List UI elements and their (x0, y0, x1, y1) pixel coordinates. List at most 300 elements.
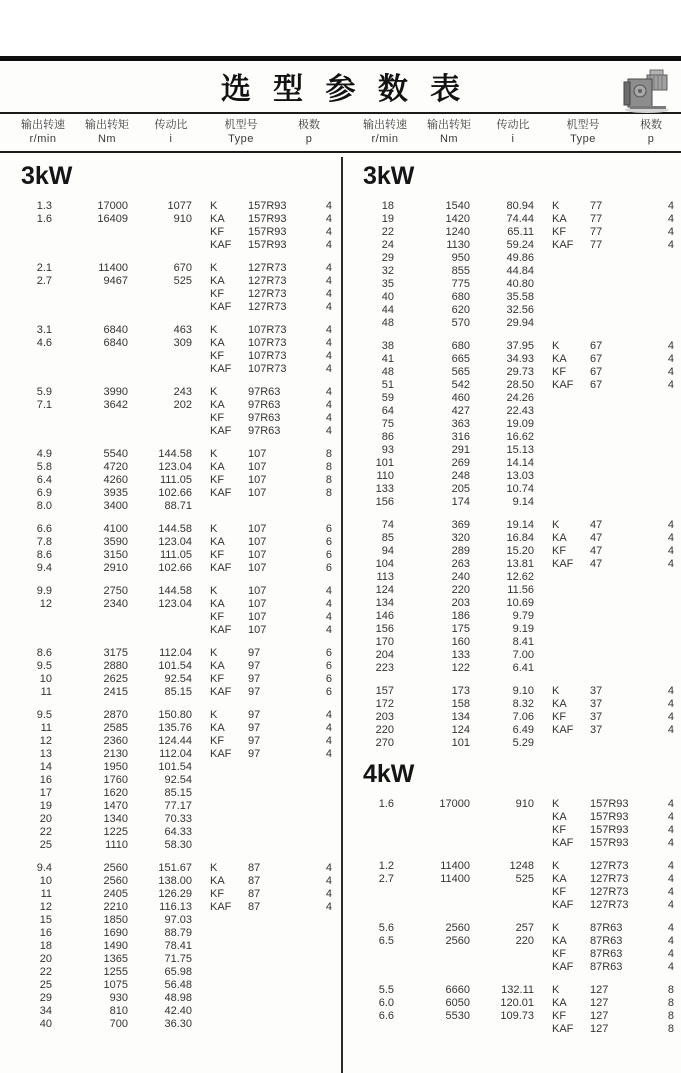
header-label: 输出转速 (21, 119, 65, 131)
row-group (342, 200, 680, 330)
cell-ratio (470, 948, 534, 961)
cell-type-prefix (210, 953, 248, 966)
cell-output-torque: 269 (451, 457, 470, 469)
cell-type-model (248, 826, 306, 839)
cell-ratio: 92.54 (164, 774, 192, 786)
cell-type-model (590, 610, 648, 623)
cell-type-prefix (210, 979, 248, 992)
table-row (0, 901, 340, 914)
cell-output-speed: 6.4 (36, 474, 52, 486)
cell-type-model (590, 418, 648, 431)
table-row (342, 265, 680, 278)
cell-output-speed: 157 (375, 685, 394, 697)
cell-poles: 6 (325, 660, 332, 672)
cell-output-torque: 158 (451, 698, 470, 710)
cell-type-model: 87 (248, 901, 261, 913)
cell-output-speed: 40 (381, 291, 394, 303)
cell-ratio: 123.04 (158, 536, 192, 548)
cell-output-speed: 204 (375, 649, 394, 661)
cell-ratio: 65.98 (164, 966, 192, 978)
cell-poles (306, 966, 332, 979)
cell-ratio: 35.58 (506, 291, 534, 303)
cell-output-torque: 2870 (103, 709, 128, 721)
cell-type-model (248, 787, 306, 800)
cell-poles (306, 826, 332, 839)
table-row (342, 623, 680, 636)
cell-ratio: 28.50 (506, 379, 534, 391)
cell-ratio: 101.54 (158, 761, 192, 773)
catalog-page (0, 56, 681, 1073)
cell-type-prefix (552, 278, 590, 291)
cell-type-prefix: KAF (552, 899, 574, 911)
cell-output-speed (0, 611, 52, 624)
cell-poles: 4 (667, 340, 674, 352)
cell-output-torque (394, 837, 470, 850)
cell-poles: 4 (667, 239, 674, 251)
cell-poles: 4 (667, 366, 674, 378)
cell-type-model (248, 966, 306, 979)
cell-type-prefix: KA (552, 873, 567, 885)
table-header (0, 114, 681, 151)
row-group (0, 324, 340, 376)
cell-output-torque: 203 (451, 597, 470, 609)
cell-output-speed: 17 (39, 787, 52, 799)
cell-output-torque: 1225 (103, 826, 128, 838)
table-row (0, 927, 340, 940)
cell-type-model: 97R63 (248, 386, 281, 398)
cell-type-model (590, 304, 648, 317)
row-group (342, 685, 680, 750)
table-row (0, 461, 340, 474)
cell-poles: 4 (325, 226, 332, 238)
table-row (0, 1018, 340, 1031)
cell-poles (648, 418, 674, 431)
cell-type-prefix: KA (552, 353, 567, 365)
table-row (0, 386, 340, 399)
table-row (0, 536, 340, 549)
cell-type-model: 97 (248, 709, 261, 721)
cell-poles (648, 584, 674, 597)
cell-type-prefix: K (210, 523, 218, 535)
header-cell (12, 118, 74, 146)
table-row (342, 379, 680, 392)
table-row (0, 787, 340, 800)
cell-output-torque: 3175 (103, 647, 128, 659)
cell-poles: 4 (325, 425, 332, 437)
cell-poles (648, 483, 674, 496)
cell-ratio: 92.54 (164, 673, 192, 685)
cell-type-prefix (552, 470, 590, 483)
table-row (0, 722, 340, 735)
table-row (342, 886, 680, 899)
cell-poles: 4 (667, 961, 674, 973)
cell-output-torque: 134 (451, 711, 470, 723)
cell-type-model: 157R93 (590, 837, 629, 849)
cell-type-prefix: K (210, 647, 218, 659)
cell-output-torque: 173 (451, 685, 470, 697)
cell-ratio (470, 837, 534, 850)
cell-output-torque: 186 (451, 610, 470, 622)
cell-ratio: 97.03 (164, 914, 192, 926)
cell-type-prefix: KF (552, 711, 567, 723)
cell-output-torque: 3990 (103, 386, 128, 398)
cell-type-model (590, 457, 648, 470)
cell-type-model: 97R63 (248, 425, 281, 437)
cell-poles (648, 610, 674, 623)
cell-output-speed: 6.5 (378, 935, 394, 947)
cell-poles (648, 571, 674, 584)
cell-output-speed: 1.2 (378, 860, 394, 872)
cell-ratio: 7.00 (512, 649, 534, 661)
table-row (342, 961, 680, 974)
table-row (0, 324, 340, 337)
cell-ratio: 15.13 (506, 444, 534, 456)
cell-ratio: 220 (515, 935, 534, 947)
header-label: 极数 (298, 119, 320, 131)
cell-output-torque (52, 301, 128, 314)
cell-output-speed: 74 (381, 519, 394, 531)
header-label: 机型号 (566, 119, 600, 131)
cell-poles (648, 662, 674, 675)
cell-type-model: 107 (248, 611, 267, 623)
cell-type-model (590, 483, 648, 496)
cell-type-model: 87R63 (590, 935, 623, 947)
cell-type-prefix: KA (210, 461, 225, 473)
cell-ratio (128, 288, 192, 301)
cell-type-model: 87R63 (590, 922, 623, 934)
cell-output-speed: 104 (375, 558, 394, 570)
cell-ratio: 70.33 (164, 813, 192, 825)
table-row (342, 405, 680, 418)
cell-type-model: 107 (248, 474, 267, 486)
power-heading: 3kW (21, 162, 73, 190)
table-row (0, 350, 340, 363)
table-row (342, 571, 680, 584)
cell-output-torque: 1075 (103, 979, 128, 991)
table-row (342, 798, 680, 811)
table-row (342, 470, 680, 483)
cell-output-speed: 19 (39, 800, 52, 812)
cell-output-speed: 220 (375, 724, 394, 736)
cell-output-speed: 34 (39, 1005, 52, 1017)
cell-type-prefix: KA (210, 660, 225, 672)
table-row (342, 545, 680, 558)
table-row (342, 984, 680, 997)
cell-poles: 4 (667, 226, 674, 238)
cell-type-prefix (552, 317, 590, 330)
cell-poles: 8 (667, 997, 674, 1009)
cell-type-model: 87R63 (590, 961, 623, 973)
cell-output-torque: 930 (109, 992, 128, 1004)
cell-output-speed: 5.8 (36, 461, 52, 473)
cell-output-speed: 9.9 (36, 585, 52, 597)
cell-output-torque: 2130 (103, 748, 128, 760)
cell-output-speed: 134 (375, 597, 394, 609)
table-row (342, 698, 680, 711)
cell-output-torque: 3935 (103, 487, 128, 499)
cell-poles: 4 (667, 886, 674, 898)
cell-ratio: 7.06 (512, 711, 534, 723)
cell-type-prefix: KAF (552, 724, 574, 736)
cell-poles: 4 (667, 532, 674, 544)
cell-type-prefix: K (210, 448, 218, 460)
cell-ratio: 135.76 (158, 722, 192, 734)
cell-output-speed: 5.5 (378, 984, 394, 996)
cell-type-model: 87 (248, 888, 261, 900)
cell-type-model: 107 (248, 487, 267, 499)
cell-output-torque: 620 (451, 304, 470, 316)
cell-ratio: 19.14 (506, 519, 534, 531)
cell-poles: 6 (325, 536, 332, 548)
cell-output-speed: 85 (381, 532, 394, 544)
cell-type-model: 87R63 (590, 948, 623, 960)
cell-output-speed (342, 961, 394, 974)
cell-type-prefix (552, 252, 590, 265)
cell-output-speed: 9.5 (36, 709, 52, 721)
cell-type-model: 67 (590, 353, 603, 365)
cell-type-model (590, 496, 648, 509)
table-row (0, 686, 340, 699)
table-row (342, 317, 680, 330)
cell-output-speed: 16 (39, 774, 52, 786)
cell-type-model: 107R73 (248, 337, 287, 349)
cell-poles: 4 (325, 748, 332, 760)
table-row (342, 239, 680, 252)
cell-type-prefix (210, 500, 248, 513)
cell-output-torque: 160 (451, 636, 470, 648)
cell-poles: 4 (325, 301, 332, 313)
cell-poles: 8 (667, 1010, 674, 1022)
cell-type-prefix (210, 839, 248, 852)
table-row (0, 813, 340, 826)
cell-ratio: 9.19 (512, 623, 534, 635)
cell-type-model (590, 636, 648, 649)
cell-output-torque (52, 288, 128, 301)
cell-ratio: 65.11 (507, 226, 534, 238)
table-row (342, 610, 680, 623)
cell-ratio: 56.48 (164, 979, 192, 991)
cell-ratio: 111.05 (159, 549, 192, 561)
cell-type-prefix: KAF (210, 748, 232, 760)
cell-poles: 4 (667, 811, 674, 823)
right-column (340, 153, 680, 1046)
cell-ratio: 78.41 (164, 940, 192, 952)
cell-type-model: 127R73 (248, 288, 287, 300)
cell-output-torque: 950 (451, 252, 470, 264)
cell-ratio: 132.11 (501, 984, 534, 996)
cell-type-model: 97 (248, 660, 261, 672)
left-column (0, 153, 340, 1046)
cell-type-prefix: KF (210, 611, 225, 623)
table-row (342, 519, 680, 532)
table-row (342, 431, 680, 444)
row-group (342, 798, 680, 850)
cell-output-speed: 86 (381, 431, 394, 443)
cell-output-torque (394, 1023, 470, 1036)
cell-output-torque: 2880 (103, 660, 128, 672)
cell-type-prefix: KF (552, 366, 567, 378)
cell-poles (648, 737, 674, 750)
cell-output-speed: 25 (39, 839, 52, 851)
cell-poles (306, 914, 332, 927)
table-row (0, 839, 340, 852)
cell-type-model: 87 (248, 875, 261, 887)
cell-output-speed: 22 (381, 226, 394, 238)
cell-output-torque: 205 (451, 483, 470, 495)
cell-ratio: 11.56 (507, 584, 534, 596)
cell-poles: 6 (325, 686, 332, 698)
cell-ratio: 6.49 (512, 724, 534, 736)
cell-poles (648, 470, 674, 483)
cell-output-torque: 2560 (445, 922, 470, 934)
cell-poles: 4 (667, 698, 674, 710)
cell-type-prefix (552, 571, 590, 584)
cell-type-prefix (552, 737, 590, 750)
cell-output-speed (0, 239, 52, 252)
cell-type-prefix: KA (552, 698, 567, 710)
cell-type-model: 157R93 (590, 811, 629, 823)
cell-poles: 8 (325, 448, 332, 460)
cell-poles (306, 1005, 332, 1018)
cell-type-prefix: KA (552, 532, 567, 544)
cell-output-speed: 270 (375, 737, 394, 749)
cell-output-speed: 18 (381, 200, 394, 212)
cell-ratio: 6.41 (512, 662, 534, 674)
cell-ratio: 102.66 (158, 562, 192, 574)
table-row (342, 997, 680, 1010)
cell-ratio: 257 (515, 922, 534, 934)
cell-type-prefix: KAF (552, 239, 574, 251)
cell-type-prefix: KAF (210, 363, 232, 375)
table-row (0, 288, 340, 301)
cell-ratio (128, 226, 192, 239)
table-row (342, 1010, 680, 1023)
cell-type-model (248, 927, 306, 940)
cell-output-torque: 427 (451, 405, 470, 417)
cell-type-model (590, 649, 648, 662)
cell-output-torque: 4260 (103, 474, 128, 486)
cell-ratio: 49.86 (506, 252, 534, 264)
cell-type-prefix (210, 1018, 248, 1031)
cell-output-speed: 35 (381, 278, 394, 290)
cell-output-speed: 6.6 (36, 523, 52, 535)
cell-ratio (128, 611, 192, 624)
cell-type-prefix: KF (552, 886, 567, 898)
cell-type-model (590, 444, 648, 457)
cell-type-model (590, 623, 648, 636)
cell-output-torque: 2750 (103, 585, 128, 597)
header-unit: r/min (371, 133, 399, 145)
table-row (342, 418, 680, 431)
table-row (342, 353, 680, 366)
table-row (342, 899, 680, 912)
cell-type-model: 87 (248, 862, 261, 874)
cell-output-torque: 122 (451, 662, 470, 674)
cell-ratio: 48.98 (164, 992, 192, 1004)
cell-ratio (470, 886, 534, 899)
cell-ratio: 22.43 (506, 405, 534, 417)
column-divider (341, 157, 343, 1073)
cell-output-speed: 6.9 (36, 487, 52, 499)
cell-output-speed: 16 (39, 927, 52, 939)
cell-type-prefix (552, 304, 590, 317)
cell-poles: 4 (667, 860, 674, 872)
cell-output-speed: 18 (39, 940, 52, 952)
cell-type-model (248, 992, 306, 1005)
cell-output-speed: 1.3 (36, 200, 52, 212)
cell-type-prefix (552, 431, 590, 444)
cell-output-torque: 101 (451, 737, 470, 749)
cell-output-speed: 10 (39, 875, 52, 887)
cell-output-torque: 316 (451, 431, 470, 443)
cell-output-speed (0, 301, 52, 314)
cell-type-model: 97R63 (248, 412, 281, 424)
cell-output-torque: 363 (451, 418, 470, 430)
cell-output-torque: 570 (451, 317, 470, 329)
cell-output-torque: 1950 (103, 761, 128, 773)
cell-output-torque: 1620 (103, 787, 128, 799)
cell-type-model: 107R73 (248, 363, 287, 375)
cell-type-prefix (552, 649, 590, 662)
cell-output-torque: 369 (451, 519, 470, 531)
cell-output-torque: 11400 (440, 860, 470, 872)
cell-ratio (128, 363, 192, 376)
cell-type-model: 127R73 (248, 262, 287, 274)
table-row (0, 226, 340, 239)
cell-type-prefix: KAF (552, 1023, 574, 1035)
table-row (342, 200, 680, 213)
cell-type-model: 47 (590, 519, 603, 531)
cell-type-prefix (210, 787, 248, 800)
table-row (342, 860, 680, 873)
cell-type-model (248, 800, 306, 813)
table-row (342, 444, 680, 457)
cell-output-speed: 38 (381, 340, 394, 352)
cell-type-model: 97 (248, 686, 261, 698)
cell-output-speed (342, 837, 394, 850)
header-cell (622, 118, 680, 146)
cell-output-torque: 17000 (439, 798, 470, 810)
cell-output-torque: 6840 (103, 337, 128, 349)
cell-ratio: 88.79 (164, 927, 192, 939)
cell-output-torque: 16409 (97, 213, 128, 225)
cell-type-prefix: KAF (552, 379, 574, 391)
table-row (0, 647, 340, 660)
cell-output-torque: 11400 (440, 873, 470, 885)
cell-output-speed: 113 (376, 571, 394, 583)
row-group (0, 709, 340, 852)
cell-output-speed: 1.6 (378, 798, 394, 810)
cell-output-speed (0, 425, 52, 438)
table-row (342, 226, 680, 239)
cell-type-prefix (552, 610, 590, 623)
cell-type-model (248, 813, 306, 826)
cell-type-prefix: KF (210, 350, 225, 362)
cell-ratio: 32.56 (506, 304, 534, 316)
table-row (342, 457, 680, 470)
cell-type-prefix (210, 1005, 248, 1018)
cell-poles: 8 (325, 487, 332, 499)
cell-poles (648, 291, 674, 304)
table-row (0, 735, 340, 748)
cell-output-speed: 10 (39, 673, 52, 685)
cell-output-torque: 1420 (445, 213, 470, 225)
cell-output-speed (342, 948, 394, 961)
cell-ratio: 85.15 (164, 787, 192, 799)
cell-type-model (590, 405, 648, 418)
cell-type-prefix: KF (210, 673, 225, 685)
cell-output-speed: 170 (375, 636, 394, 648)
